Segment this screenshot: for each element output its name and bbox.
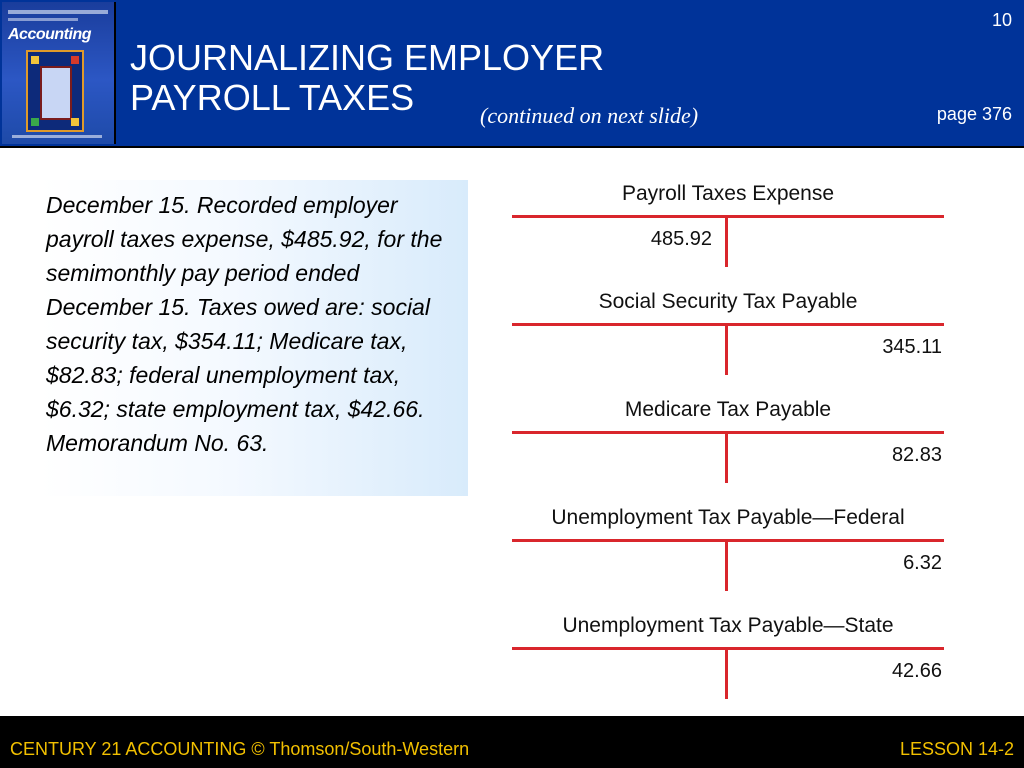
- page-reference: page 376: [936, 104, 1012, 124]
- account-title: Unemployment Tax Payable—State: [562, 614, 894, 637]
- t-account-horizontal-line: [512, 431, 944, 434]
- t-account-horizontal-line: [512, 647, 944, 650]
- slide-footer: [0, 716, 1024, 768]
- t-account-unemployment-tax-payable-federal: [512, 502, 944, 606]
- t-account-vertical-line: [725, 539, 728, 591]
- t-account-vertical-line: [725, 431, 728, 483]
- cover-art: [26, 50, 84, 132]
- t-account-payroll-taxes-expense: [512, 178, 944, 282]
- title-line-1: JOURNALIZING EMPLOYER: [130, 37, 605, 78]
- cover-decoration: [12, 135, 102, 138]
- footer-lesson: LESSON 14-2: [899, 739, 1014, 759]
- cover-panel: [71, 56, 79, 64]
- t-account-medicare-tax-payable: [512, 394, 944, 498]
- t-account-horizontal-line: [512, 215, 944, 218]
- book-cover-image: [2, 2, 116, 144]
- credit-amount: 345.11: [882, 336, 942, 358]
- t-account-unemployment-tax-payable-state: [512, 610, 944, 714]
- account-title: Payroll Taxes Expense: [621, 182, 835, 205]
- t-account-horizontal-line: [512, 539, 944, 542]
- account-title: Medicare Tax Payable: [624, 398, 832, 421]
- account-title: Unemployment Tax Payable—Federal: [551, 506, 905, 529]
- credit-amount: 6.32: [903, 552, 942, 574]
- book-brand: Accounting: [8, 26, 91, 43]
- credit-amount: 82.83: [891, 444, 942, 466]
- cover-door: [40, 66, 72, 120]
- t-account-vertical-line: [725, 215, 728, 267]
- credit-amount: 42.66: [891, 660, 942, 682]
- cover-panel: [31, 56, 39, 64]
- cover-panel: [31, 118, 39, 126]
- t-account-social-security-tax-payable: [512, 286, 944, 390]
- transaction-description: December 15. Recorded employer payroll taxes expense, $485.92, for the semimonthly pay period ended December 15. Taxes owed are: social security tax, $354.11; Medicare tax, $82.83; federal unemployment tax, $6.32; state employment tax, $42.66. Memorandum No. 63.: [46, 192, 443, 456]
- t-accounts: [512, 178, 944, 708]
- cover-decoration: [8, 18, 78, 21]
- t-account-vertical-line: [725, 647, 728, 699]
- footer-copyright: CENTURY 21 ACCOUNTING © Thomson/South-Western: [10, 739, 470, 759]
- t-account-vertical-line: [725, 323, 728, 375]
- continued-note: (continued on next slide): [480, 103, 699, 128]
- slide-header: [0, 0, 1024, 148]
- t-account-horizontal-line: [512, 323, 944, 326]
- cover-panel: [71, 118, 79, 126]
- slide-number: 10: [991, 10, 1012, 30]
- transaction-description-box: [40, 180, 468, 496]
- debit-amount: 485.92: [650, 228, 712, 250]
- account-title: Social Security Tax Payable: [598, 290, 858, 313]
- title-line-2: PAYROLL TAXES: [130, 77, 415, 118]
- cover-decoration: [8, 10, 108, 14]
